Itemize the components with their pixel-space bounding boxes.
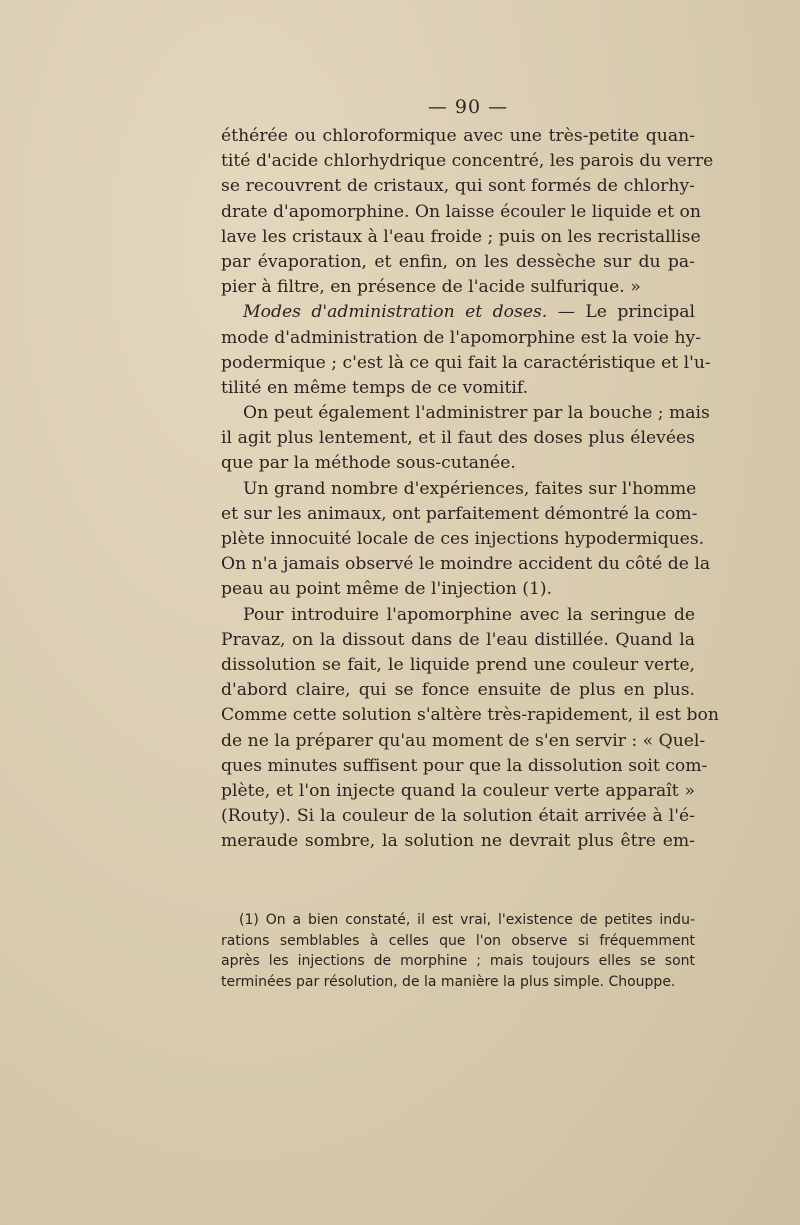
footnote-line: (1) On a bien constaté, il est vrai, l'existence de petites indu- [239, 912, 695, 928]
text-line: podermique ; c'est là ce qui fait la caractéristique et l'u- [221, 352, 711, 373]
text-line: et sur les animaux, ont parfaitement démontré la com- [221, 503, 698, 524]
text-line: lave les cristaux à l'eau froide ; puis on les recristallise [221, 226, 701, 247]
footnote [221, 910, 695, 992]
text-line: Un grand nombre d'expériences, faites sur l'homme [243, 478, 697, 499]
text-line: pier à filtre, en présence de l'acide sulfurique. » [221, 277, 641, 298]
text-line: se recouvrent de cristaux, qui sont formés de chlorhy- [221, 176, 695, 197]
text-line: peau au point même de l'injection (1). [221, 579, 553, 600]
text-line: On peut également l'administrer par la bouche ; mais [243, 403, 710, 424]
text-line: plète, et l'on injecte quand la couleur verte apparaît » [221, 780, 695, 801]
text-line: On n'a jamais observé le moindre accident du côté de la [221, 554, 711, 575]
text-line: meraude sombre, la solution ne devrait plus être em- [221, 831, 695, 852]
text-line: par évaporation, et enfin, on les dessèche sur du pa- [221, 251, 695, 272]
text-line: mode d'administration de l'apomorphine est la voie hy- [221, 327, 702, 348]
text-line: Pour introduire l'apomorphine avec la seringue de [243, 604, 695, 625]
footnote-line: après les injections de morphine ; mais toujours elles se sont [221, 953, 695, 969]
paragraph [221, 603, 719, 855]
paragraph [221, 300, 711, 401]
text-line: drate d'apomorphine. On laisse écouler le liquide et on [221, 201, 701, 222]
text-line: tité d'acide chlorhydrique concentré, les parois du verre [221, 151, 714, 172]
text-line: tilité en même temps de ce vomitif. [221, 377, 529, 398]
text-line: ques minutes suffisent pour que la dissolution soit com- [221, 755, 708, 776]
section-heading: Modes d'administration et doses. [243, 302, 548, 323]
paragraph [221, 401, 710, 477]
text-line: Pravaz, on la dissout dans de l'eau distillée. Quand la [221, 629, 695, 650]
footnote-line: rations semblables à celles que l'on observe si fréquemment [221, 932, 695, 949]
text-line: plète innocuité locale de ces injections hypodermiques. [221, 529, 705, 549]
text-line: éthérée ou chloroformique avec une très-petite quan- [221, 126, 695, 146]
page-number: — 90 — [427, 96, 509, 118]
footnote-line: terminées par résolution, de la manière la plus simple. Chouppe. [221, 973, 676, 990]
text-line: que par la méthode sous-cutanée. [221, 453, 516, 474]
text-line: Comme cette solution s'altère très-rapidement, il est bon [221, 705, 719, 726]
text-line: (Routy). Si la couleur de la solution était arrivée à l'é- [221, 806, 695, 827]
body-text [221, 124, 719, 854]
paragraph [221, 477, 711, 603]
text-line [221, 300, 695, 325]
text-line: de ne la préparer qu'au moment de s'en servir : « Quel- [221, 730, 706, 751]
text-line: il agit plus lentement, et il faut des doses plus élevées [221, 428, 695, 449]
paragraph [221, 124, 714, 300]
text-line: d'abord claire, qui se fonce ensuite de plus en plus. [221, 680, 695, 701]
text-line: dissolution se fait, le liquide prend une couleur verte, [221, 654, 695, 675]
text-span: — Le principal [547, 302, 695, 323]
